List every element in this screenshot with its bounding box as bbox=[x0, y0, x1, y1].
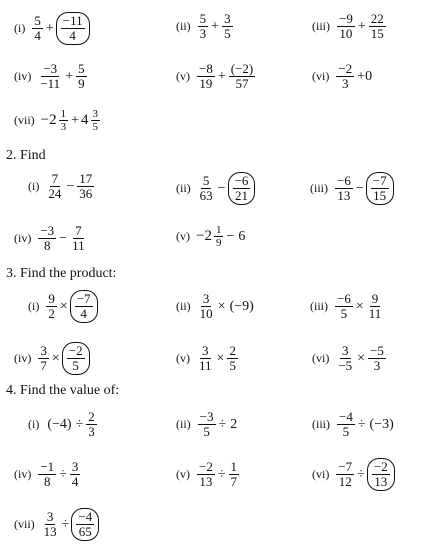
tail-term: (−9) bbox=[229, 298, 254, 314]
fraction-a: $\frac{3}{11}$ bbox=[199, 343, 212, 373]
item-label: (ii) bbox=[176, 417, 191, 431]
fraction-b: $\frac{-5}{3}$ bbox=[370, 343, 384, 373]
q3-heading: 3. Find the product: bbox=[6, 266, 117, 281]
fraction-b: −4 65 bbox=[78, 509, 93, 539]
q2-ii bbox=[176, 172, 255, 205]
fraction-a: $\frac{-7}{12}$ bbox=[338, 459, 353, 489]
item-label: (ii) bbox=[176, 299, 191, 313]
fraction-a: $\frac{3}{7}$ bbox=[40, 343, 47, 373]
operator: × bbox=[357, 350, 366, 366]
item-label: (iv) bbox=[14, 351, 32, 365]
item-label: (i) bbox=[28, 179, 40, 193]
fraction-b: $\frac{7}{11}$ bbox=[72, 223, 85, 253]
item-label: (v) bbox=[176, 69, 190, 83]
fraction-b: $\frac{5}{9}$ bbox=[78, 61, 85, 91]
parenthesized-fraction bbox=[62, 342, 90, 375]
q1-ii bbox=[176, 12, 234, 41]
item-label: (vi) bbox=[312, 69, 330, 83]
item-label: (ii) bbox=[176, 19, 191, 33]
item-label: (ii) bbox=[176, 181, 191, 195]
q1-vi bbox=[312, 62, 374, 91]
head-term: (−4) bbox=[47, 416, 72, 432]
operator: − bbox=[226, 228, 235, 244]
fraction-a: −6 13 bbox=[337, 173, 351, 203]
q1-vii bbox=[14, 108, 101, 133]
q1-i bbox=[14, 12, 90, 45]
fraction-a: −2 3 bbox=[338, 61, 353, 91]
item-label: (iii) bbox=[312, 19, 330, 33]
parenthesized-fraction bbox=[366, 172, 394, 205]
item-label: (i) bbox=[28, 299, 40, 313]
operator: × bbox=[217, 298, 226, 314]
fraction-a: $\frac{-4}{5}$ bbox=[339, 409, 353, 439]
q3-ii bbox=[176, 292, 256, 321]
item-label: (i) bbox=[14, 21, 26, 35]
item-label: (vii) bbox=[14, 517, 35, 531]
q2-iv bbox=[14, 224, 88, 253]
item-label: (iii) bbox=[312, 417, 330, 431]
operator: + bbox=[71, 112, 80, 128]
q1-iii bbox=[312, 12, 387, 41]
parenthesized-fraction bbox=[56, 12, 90, 45]
parenthesized-fraction bbox=[71, 508, 99, 541]
parenthesized-fraction bbox=[70, 290, 98, 323]
item-label: (iii) bbox=[310, 181, 328, 195]
q4-iv bbox=[14, 460, 81, 489]
fraction-a: −8 19 bbox=[199, 61, 213, 91]
q2-heading: 2. Find bbox=[6, 148, 46, 163]
fraction-a: −3 −11 bbox=[40, 61, 61, 91]
fraction-a: $\frac{3}{13}$ bbox=[43, 509, 57, 539]
operator: ÷ bbox=[357, 466, 365, 482]
operator: + bbox=[45, 20, 54, 36]
parenthesized-fraction bbox=[228, 172, 256, 205]
fraction-a: $\frac{9}{2}$ bbox=[48, 291, 55, 321]
fraction-b: $\frac{17}{36}$ bbox=[79, 171, 93, 201]
operator: − bbox=[59, 230, 68, 246]
q3-vi bbox=[312, 344, 387, 373]
q2-iii bbox=[310, 172, 394, 205]
q4-vi bbox=[312, 458, 395, 491]
operator: ÷ bbox=[61, 516, 70, 532]
operator: + bbox=[217, 68, 226, 84]
operator: − bbox=[355, 180, 364, 196]
item-label: (vii) bbox=[14, 113, 35, 127]
operator: ÷ bbox=[59, 466, 67, 482]
fraction-b: −2 5 bbox=[68, 343, 83, 373]
fraction-a: $\frac{-6}{5}$ bbox=[337, 291, 351, 321]
q3-iii bbox=[310, 292, 384, 321]
q3-iv bbox=[14, 342, 90, 375]
fraction-b: −7 15 bbox=[372, 173, 387, 203]
operator: × bbox=[355, 298, 364, 314]
q2-v bbox=[176, 224, 247, 249]
tail-term: 6 bbox=[238, 228, 246, 244]
item-label: (iii) bbox=[310, 299, 328, 313]
item-label: (vi) bbox=[312, 467, 330, 481]
fraction-b: $\frac{9}{11}$ bbox=[368, 291, 382, 321]
q4-ii bbox=[176, 410, 239, 439]
item-label: (i) bbox=[28, 417, 40, 431]
operator: ÷ bbox=[217, 466, 226, 482]
fraction-b: −11 4 bbox=[62, 13, 83, 43]
operator: × bbox=[51, 350, 60, 366]
operator: ÷ bbox=[75, 416, 84, 432]
fraction-b: $\frac{1}{7}$ bbox=[230, 459, 238, 489]
fraction-a: $\frac{-1}{8}$ bbox=[40, 459, 55, 489]
q3-i bbox=[28, 290, 98, 323]
operator: + bbox=[357, 18, 366, 34]
fraction-b: $\frac{22}{15}$ bbox=[370, 11, 384, 41]
tail-term: +0 bbox=[357, 68, 373, 84]
item-label: (v) bbox=[176, 351, 190, 365]
fraction-a: $\frac{3}{10}$ bbox=[199, 291, 213, 321]
operator: − bbox=[217, 180, 226, 196]
q3-v bbox=[176, 344, 239, 373]
fraction-b: $\frac{2}{3}$ bbox=[88, 409, 95, 439]
fraction-a: $\frac{-2}{13}$ bbox=[199, 459, 213, 489]
fraction-a: 5 63 bbox=[199, 173, 213, 203]
item-label: (v) bbox=[176, 467, 190, 481]
operator: + bbox=[211, 18, 220, 34]
operator: ÷ bbox=[357, 416, 366, 432]
fraction-a: $\frac{-3}{5}$ bbox=[199, 409, 214, 439]
q4-vii bbox=[14, 508, 99, 541]
mixed-number-a: −2 1 9 bbox=[196, 224, 222, 249]
fraction-a: −9 10 bbox=[339, 11, 353, 41]
q1-v bbox=[176, 62, 256, 91]
mixed-number-a: −2 1 3 bbox=[40, 108, 67, 133]
q4-heading: 4. Find the value of: bbox=[6, 383, 120, 398]
operator: − bbox=[66, 178, 75, 194]
q2-i bbox=[28, 172, 95, 201]
fraction-a: 7 24 bbox=[48, 171, 62, 201]
operator: × bbox=[59, 298, 68, 314]
fraction-b: −6 21 bbox=[234, 173, 249, 203]
q4-v bbox=[176, 460, 240, 489]
q4-iii bbox=[312, 410, 396, 439]
mixed-number-b: 4 3 5 bbox=[81, 108, 99, 133]
q4-i bbox=[28, 410, 98, 439]
item-label: (vi) bbox=[312, 351, 330, 365]
fraction-b: −2 13 bbox=[373, 459, 388, 489]
operator: ÷ bbox=[218, 416, 227, 432]
fraction-b: $\frac{3}{5}$ bbox=[224, 11, 231, 41]
item-label: (iv) bbox=[14, 467, 32, 481]
fraction-a: $\frac{3}{-5}$ bbox=[338, 343, 353, 373]
fraction-a: −3 8 bbox=[40, 223, 55, 253]
fraction-b: $\frac{3}{4}$ bbox=[71, 459, 79, 489]
q1-iv bbox=[14, 62, 88, 91]
fraction-b: $\frac{2}{5}$ bbox=[229, 343, 236, 373]
tail-term: 2 bbox=[230, 416, 238, 432]
operator: × bbox=[216, 350, 225, 366]
fraction-a: 5 3 bbox=[199, 11, 207, 41]
operator: + bbox=[65, 68, 74, 84]
fraction-b: $\frac{(-2)}{57}$ bbox=[230, 61, 254, 91]
parenthesized-fraction bbox=[367, 458, 395, 491]
tail-term: (−3) bbox=[369, 416, 394, 432]
item-label: (iv) bbox=[14, 231, 32, 245]
item-label: (v) bbox=[176, 229, 190, 243]
fraction-b: −7 4 bbox=[76, 291, 91, 321]
fraction-a: 5 4 bbox=[34, 13, 41, 43]
item-label: (iv) bbox=[14, 69, 32, 83]
